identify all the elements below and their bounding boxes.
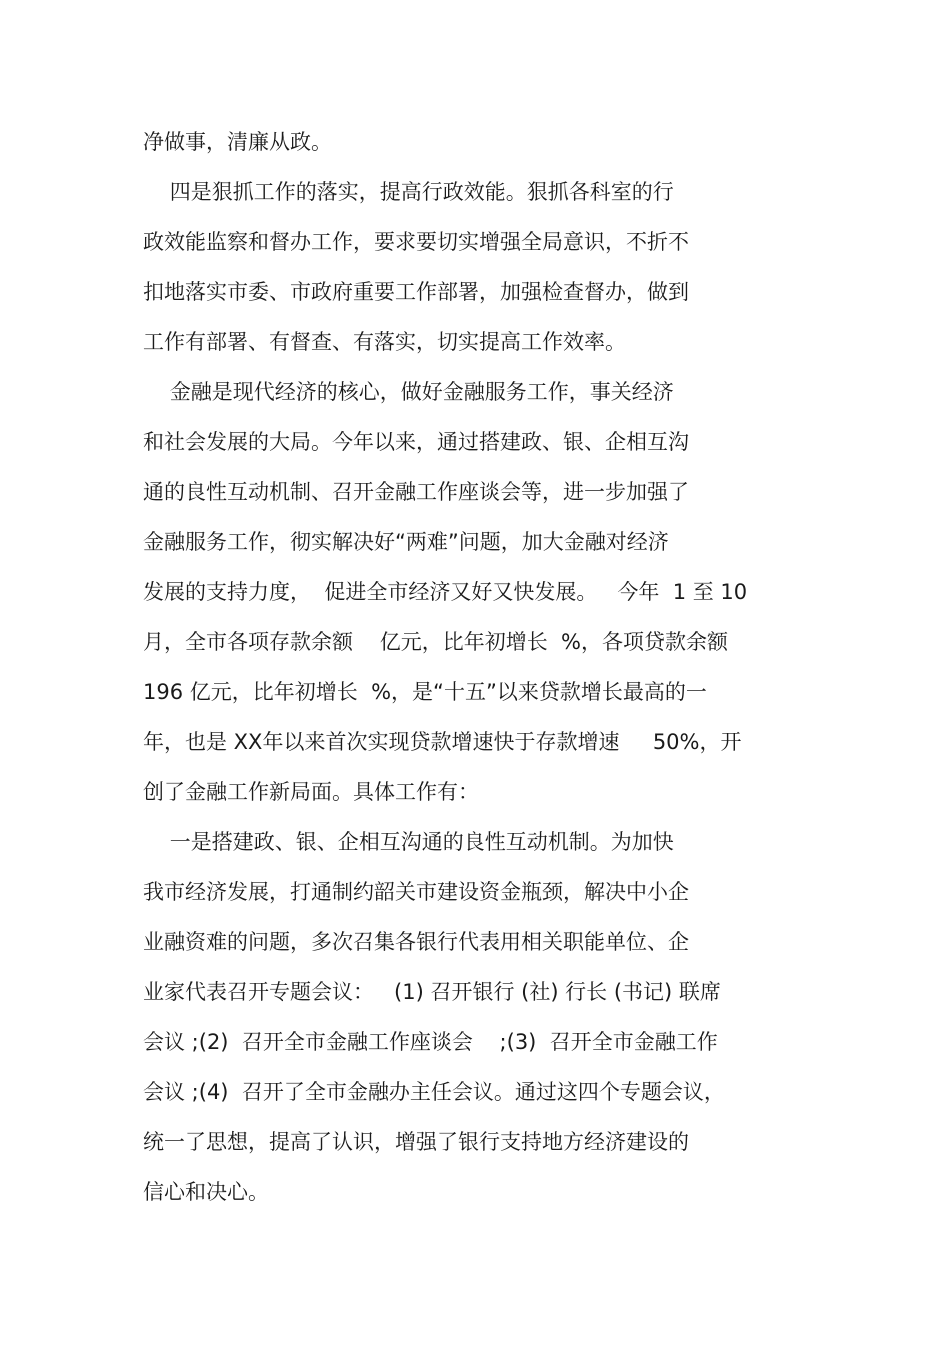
text-line: 会议 ;(4) 召开了全市金融办主任会议。通过这四个专题会议， (143, 1080, 725, 1104)
text-line: 业家代表召开专题会议： (1) 召开银行 (社) 行长 (书记) 联席 (143, 980, 721, 1004)
text-line: 通的良性互动机制、召开金融工作座谈会等，进一步加强了 (143, 480, 689, 504)
text-line: 信心和决心。 (143, 1180, 269, 1204)
text-line: 一是搭建政、银、企相互沟通的良性互动机制。为加快 (143, 830, 674, 854)
text-line: 金融服务工作，彻实解决好“两难”问题，加大金融对经济 (143, 530, 669, 554)
text-line: 扣地落实市委、市政府重要工作部署，加强检查督办，做到 (143, 280, 689, 304)
text-line: 发展的支持力度， 促进全市经济又好又快发展。 今年 1 至 10 (143, 580, 748, 604)
text-line: 和社会发展的大局。今年以来，通过搭建政、银、企相互沟 (143, 430, 689, 454)
text-line: 196 亿元，比年初增长 %，是“十五”以来贷款增长最高的一 (143, 680, 707, 704)
text-line: 净做事，清廉从政。 (143, 130, 332, 154)
text-line: 月，全市各项存款余额 亿元，比年初增长 %，各项贷款余额 (143, 630, 729, 654)
text-line: 金融是现代经济的核心，做好金融服务工作，事关经济 (143, 380, 674, 404)
text-line: 四是狠抓工作的落实，提高行政效能。狠抓各科室的行 (143, 180, 674, 204)
text-line: 创了金融工作新局面。具体工作有： (143, 780, 479, 804)
text-line: 我市经济发展，打通制约韶关市建设资金瓶颈，解决中小企 (143, 880, 689, 904)
text-line: 会议 ;(2) 召开全市金融工作座谈会 ;(3) 召开全市金融工作 (143, 1030, 718, 1054)
text-line: 工作有部署、有督查、有落实，切实提高工作效率。 (143, 330, 626, 354)
text-line: 年，也是 XX年以来首次实现贷款增速快于存款增速 50%，开 (143, 730, 742, 754)
text-line: 统一了思想，提高了认识，增强了银行支持地方经济建设的 (143, 1130, 689, 1154)
text-line: 业融资难的问题，多次召集各银行代表用相关职能单位、企 (143, 930, 689, 954)
text-line: 政效能监察和督办工作，要求要切实增强全局意识，不折不 (143, 230, 689, 254)
